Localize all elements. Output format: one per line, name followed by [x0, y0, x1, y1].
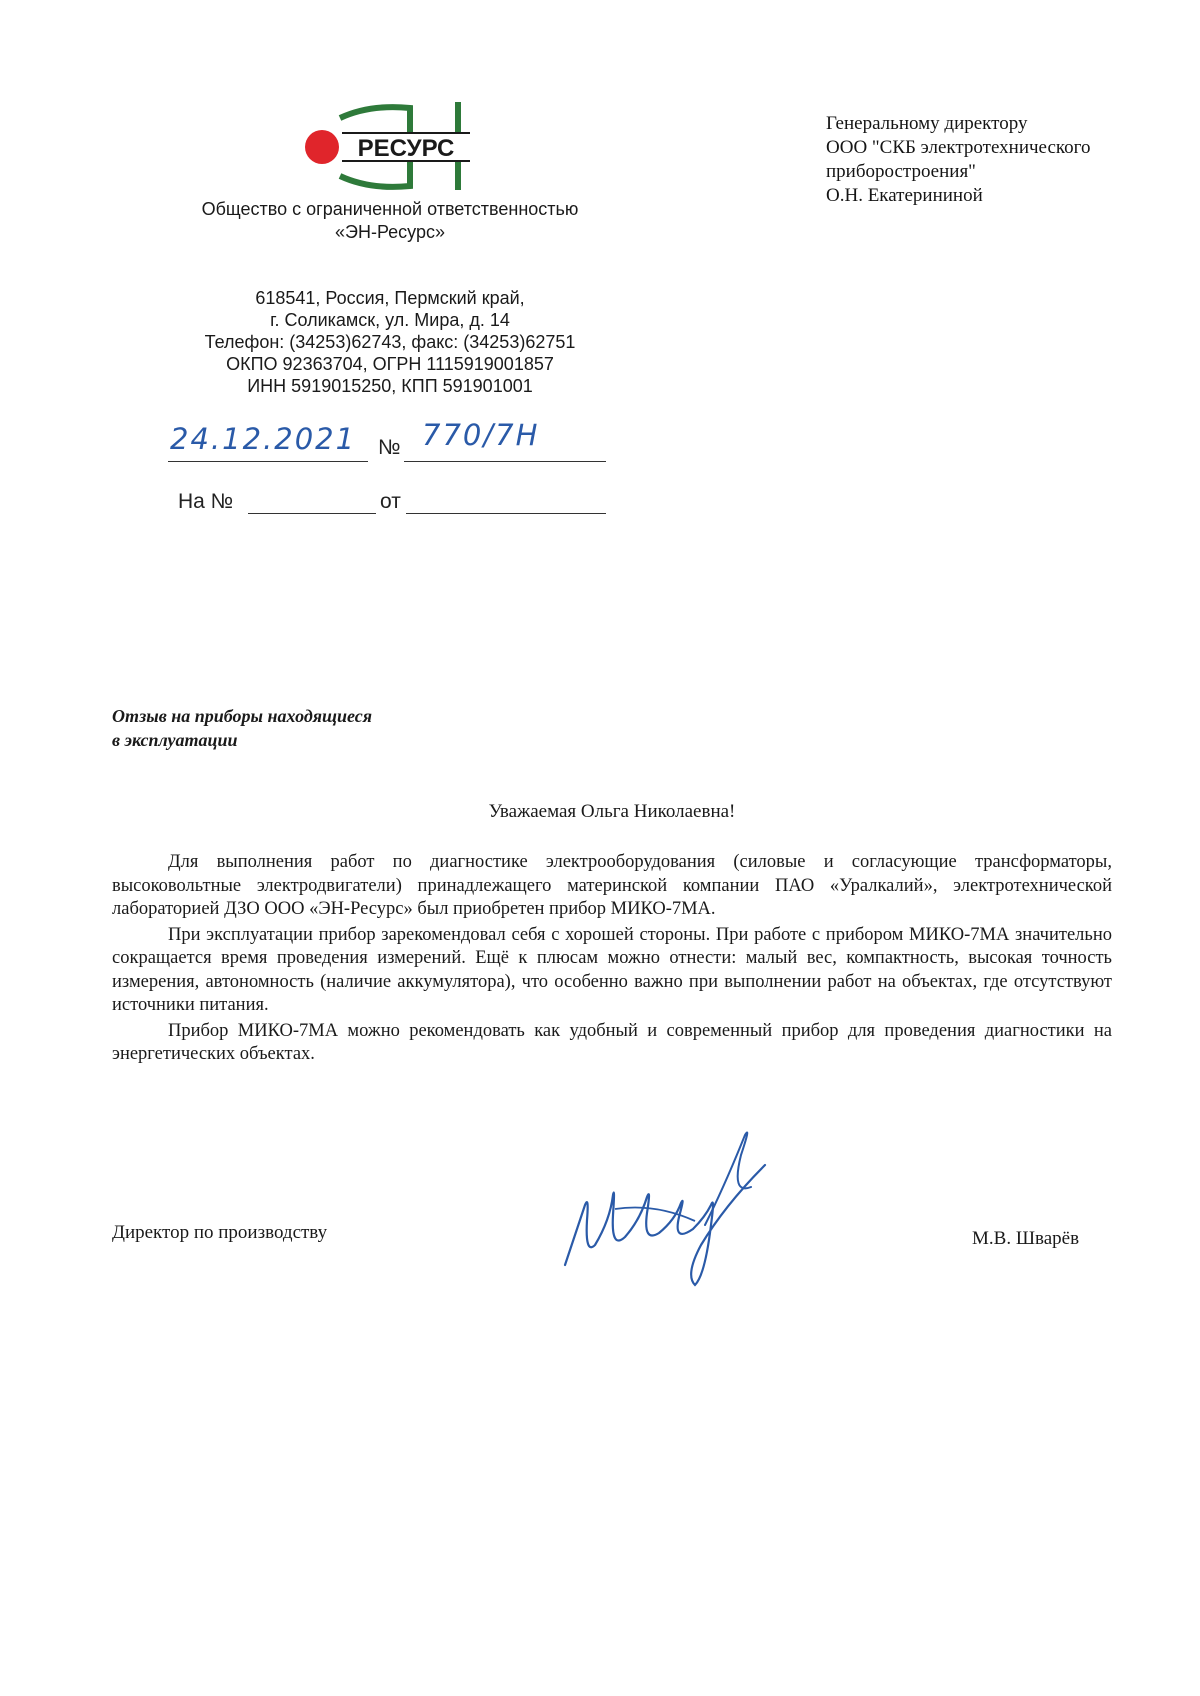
organization-address — [150, 287, 630, 397]
company-logo — [300, 100, 480, 192]
date-underline — [168, 461, 368, 462]
body-paragraph: Прибор МИКО-7МА можно рекомендовать как удобный и современный прибор для проведения диагностики на энергетических объектах. — [112, 1020, 1112, 1064]
logo-text: РЕСУРС — [357, 135, 455, 162]
addressee-line: ООО "СКБ электротехнического — [826, 137, 1091, 158]
number-label: № — [378, 436, 401, 459]
salutation: Уважаемая Ольга Николаевна! — [488, 801, 736, 822]
letter-subject — [112, 704, 512, 752]
reference-label: На № — [178, 490, 234, 513]
addressee-line: Генеральному директору — [826, 113, 1028, 134]
reference-underline — [248, 513, 376, 514]
address-line: г. Соликамск, ул. Мира, д. 14 — [270, 310, 510, 330]
body-paragraph: Для выполнения работ по диагностике электрооборудования (силовые и согласующие трансформаторы, высоковольтные электродвигатели) принадлежащего материнской компании ПАО «Уралкалий», электротехнической лабораторией ДЗО ООО «ЭН-Ресурс» был приобретен прибор МИКО-7МА. — [112, 852, 1112, 919]
letter-body — [112, 851, 1112, 1069]
from-label: от — [380, 490, 401, 513]
addressee-line: О.Н. Екатерининой — [826, 185, 983, 206]
signatory-name: М.В. Шварёв — [972, 1228, 1080, 1249]
subject-line: в эксплуатации — [112, 730, 238, 750]
subject-line: Отзыв на приборы находящиеся — [112, 706, 373, 726]
addressee-block — [826, 112, 1186, 208]
handwritten-signature — [555, 1125, 775, 1290]
address-line: ОКПО 92363704, ОГРН 1115919001857 — [226, 354, 554, 374]
number-underline — [404, 461, 606, 462]
handwritten-date: 24.12.2021 — [170, 422, 357, 456]
org-line-1: Общество с ограниченной ответственностью — [201, 199, 579, 219]
signatory-title: Директор по производству — [112, 1222, 328, 1243]
address-line: ИНН 5919015250, КПП 591901001 — [247, 376, 533, 396]
from-underline — [406, 513, 606, 514]
body-paragraph: При эксплуатации прибор зарекомендовал себя с хорошей стороны. При работе с прибором МИКО-7МА значительно сокращается время проведения измерений. Ещё к плюсам можно отнести: малый вес, компактность, высокая точность измерения, автономность (наличие аккумулятора), что особенно важно при выполнении работ на объектах, где отсутствуют источники питания. — [112, 924, 1112, 1015]
address-line: Телефон: (34253)62743, факс: (34253)62751 — [204, 332, 576, 352]
organization-name — [150, 198, 630, 244]
handwritten-number: 770/7Н — [422, 418, 540, 452]
addressee-line: приборостроения" — [826, 161, 976, 182]
org-line-2: «ЭН-Ресурс» — [335, 222, 445, 242]
address-line: 618541, Россия, Пермский край, — [255, 288, 525, 308]
